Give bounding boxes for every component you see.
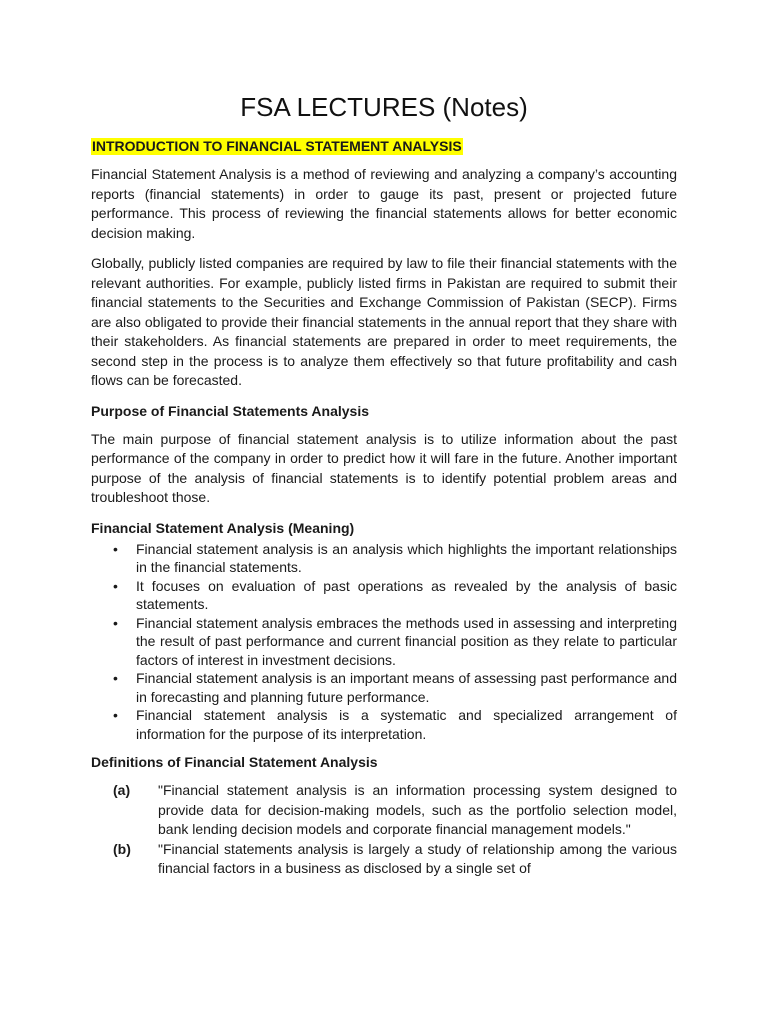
- definitions-heading: Definitions of Financial Statement Analysis: [91, 754, 378, 770]
- page-title: FSA LECTURES (Notes): [240, 92, 528, 122]
- list-item-text: Financial statement analysis is an analysis which highlights the important relationships in the financial statements.: [136, 540, 677, 575]
- intro-paragraph-2: Globally, publicly listed companies are required by law to file their financial statements with the relevant authorities. For example, publicly listed firms in Pakistan are required to submit their financial statements to the Securities and Exchange Commission of Pakistan (SECP). Firms are also obligated to provide their financial statements in the annual report that they share with their stakeholders. As financial statements are prepared in order to meet requirements, the second step in the process is to analyze them effectively so that future profitability and cash flows can be forecasted.: [91, 255, 677, 388]
- intro-section: [91, 138, 677, 391]
- bullet-icon: •: [113, 540, 118, 557]
- list-item: [91, 706, 677, 743]
- list-item-text: Financial statement analysis is a systematic and specialized arrangement of information for the purpose of its interpretation.: [136, 707, 677, 742]
- list-item: [91, 614, 677, 670]
- purpose-heading: Purpose of Financial Statements Analysis: [91, 402, 370, 419]
- bullet-icon: •: [113, 577, 118, 594]
- definition-item: [91, 781, 677, 840]
- meaning-heading: Financial Statement Analysis (Meaning): [91, 519, 355, 536]
- meaning-section: [91, 519, 677, 744]
- bullet-icon: •: [113, 614, 118, 631]
- list-item: [91, 577, 677, 614]
- intro-heading: INTRODUCTION TO FINANCIAL STATEMENT ANALYSIS: [92, 138, 462, 154]
- list-item: [91, 669, 677, 706]
- list-item-text: Financial statement analysis embraces the methods used in assessing and interpreting the result of past performance and current financial position as they relate to particular factors of interest in investment decisions.: [136, 614, 677, 668]
- definition-label: (b): [113, 840, 131, 857]
- definition-item: [91, 840, 677, 879]
- definition-label: (a): [113, 782, 131, 798]
- bullet-icon: •: [113, 670, 118, 686]
- list-item-text: Financial statement analysis is an important means of assessing past performance and in forecasting and planning future performance.: [136, 670, 677, 705]
- list-item: [91, 540, 677, 577]
- purpose-section: [91, 402, 677, 508]
- meaning-list: [91, 540, 677, 744]
- definition-text: "Financial statement analysis is an information processing system designed to provide data for decision-making models, such as the portfolio selection model, bank lending decision models and corporate financial management models.": [158, 782, 677, 837]
- purpose-paragraph: The main purpose of financial statement analysis is to utilize information about the past performance of the company in order to predict how it will fare in the future. Another important purpose of the analysis of financial statements is to identify potential problem areas and troubleshoot those.: [91, 430, 677, 505]
- definitions-section: [91, 753, 677, 879]
- definition-text: "Financial statements analysis is largely a study of relationship among the various financial factors in a business as disclosed by a single set of: [158, 840, 677, 876]
- bullet-icon: •: [113, 707, 118, 723]
- intro-paragraph-1: Financial Statement Analysis is a method of reviewing and analyzing a company’s accounting reports (financial statements) in order to gauge its past, present or projected future performance. This process of reviewing the financial statements allows for better economic decision making.: [91, 166, 677, 241]
- list-item-text: It focuses on evaluation of past operations as revealed by the analysis of basic statements.: [136, 577, 677, 612]
